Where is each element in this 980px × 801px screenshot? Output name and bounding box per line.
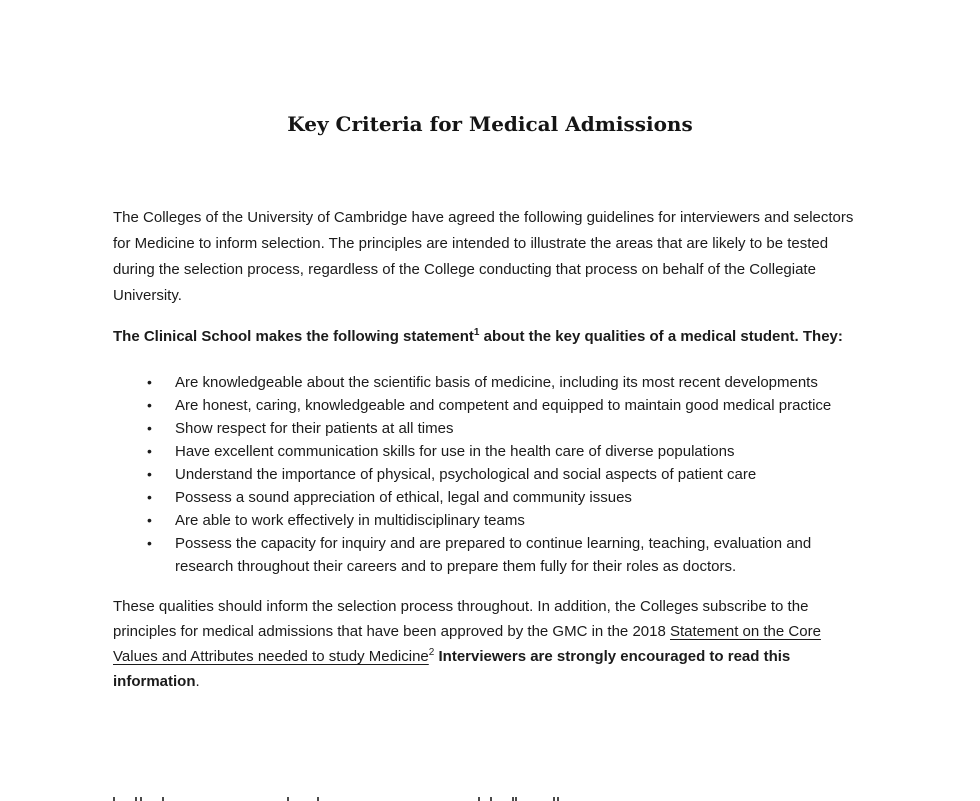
text-segment: about the key qualities of a medical student. They:: [479, 328, 843, 345]
bullet-icon: •: [147, 466, 152, 482]
clipped-text-line: [113, 797, 115, 801]
list-item-text: Possess the capacity for inquiry and are prepared to continue learning, teaching, evaluation and research throughout their careers and to prepare them fully for their roles as doctors.: [175, 535, 812, 575]
list-item: [113, 440, 862, 463]
document-body: [113, 205, 862, 694]
text-segment: These qualities should inform the selection process throughout. In addition, the Colleges subscribe to the principles for medical admissions that have been approved by the GMC in the 2018: [113, 598, 809, 640]
list-item: [113, 463, 862, 486]
statement-paragraph: [113, 326, 862, 348]
bullet-icon: •: [147, 535, 152, 551]
list-item-text: Are able to work effectively in multidisciplinary teams: [175, 512, 525, 529]
bullet-icon: •: [147, 374, 152, 390]
footnote-reference: 2: [428, 647, 435, 658]
list-item-text: Are honest, caring, knowledgeable and competent and equipped to maintain good medical practice: [175, 397, 832, 414]
text-segment: Interviewers are strongly encouraged to read this information: [113, 648, 791, 690]
list-item: [113, 394, 862, 417]
list-item: [113, 509, 862, 532]
bullet-icon: •: [147, 512, 152, 528]
list-item-text: Understand the importance of physical, psychological and social aspects of patient care: [175, 466, 757, 483]
list-item-text: Show respect for their patients at all times: [175, 420, 454, 437]
closing-paragraph: [113, 594, 862, 694]
list-item-text: Possess a sound appreciation of ethical, legal and community issues: [175, 489, 632, 506]
list-item: [113, 371, 862, 394]
bullet-icon: •: [147, 489, 152, 505]
footnote-reference: 1: [473, 327, 480, 338]
document-title: Key Criteria for Medical Admissions: [287, 112, 693, 136]
list-item-text: Have excellent communication skills for use in the health care of diverse populations: [175, 443, 735, 460]
intro-paragraph: The Colleges of the University of Cambridge have agreed the following guidelines for interviewers and selectors for Medicine to inform selection. The principles are intended to illustrate the areas that are likely to be tested during the selection process, regardless of the College conducting that process on behalf of the Collegiate University.: [113, 209, 854, 304]
link-core-values-statement[interactable]: Statement on the Core Values and Attributes needed to study Medicine: [113, 623, 821, 665]
list-item: [113, 417, 862, 440]
list-item: [113, 532, 862, 578]
text-segment: .: [195, 673, 200, 690]
bullet-icon: •: [147, 420, 152, 436]
text-segment: The Clinical School makes the following statement: [113, 328, 474, 345]
list-item: [113, 486, 862, 509]
bullet-icon: •: [147, 397, 152, 413]
qualities-list: [113, 371, 862, 578]
list-item-text: Are knowledgeable about the scientific basis of medicine, including its most recent developments: [175, 374, 818, 391]
bullet-icon: •: [147, 443, 152, 459]
